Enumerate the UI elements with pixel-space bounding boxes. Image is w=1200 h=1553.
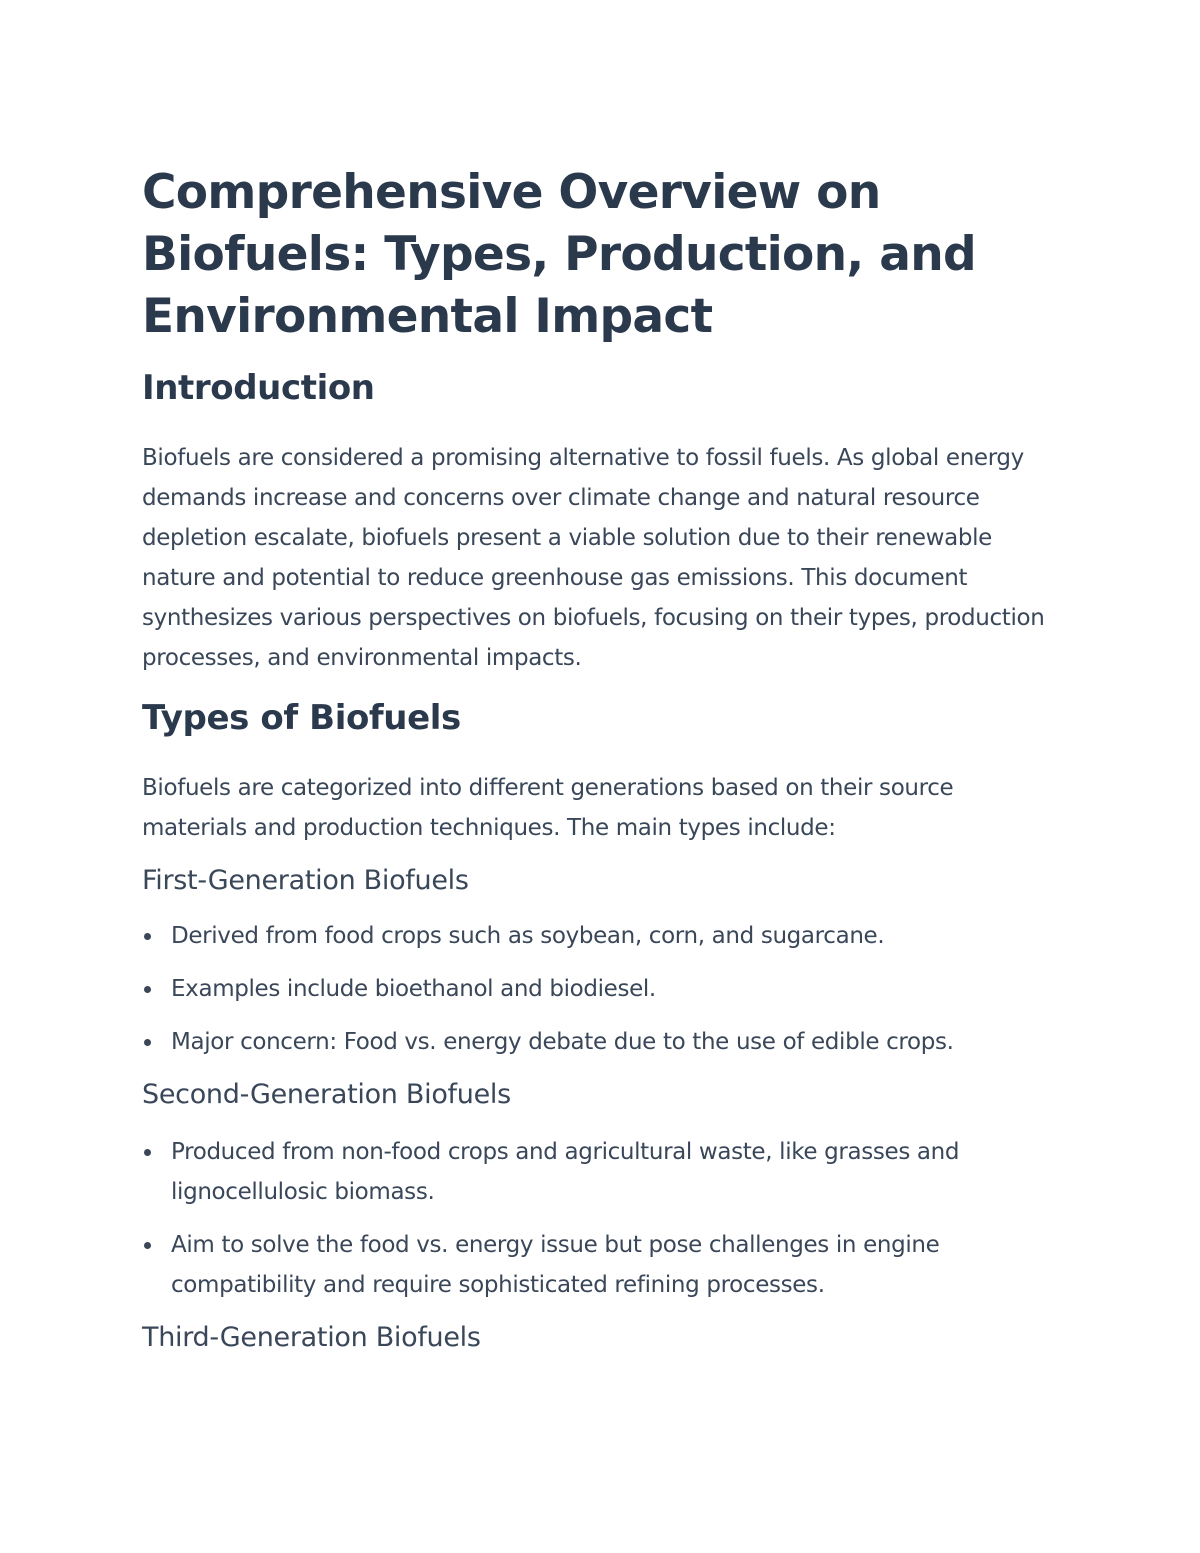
types-paragraph: Biofuels are categorized into different generations based on their source materials and production techniques. The main types include: — [142, 775, 954, 841]
first-generation-list — [142, 916, 1062, 1062]
subheading-third-generation: Third-Generation Biofuels — [142, 1322, 481, 1353]
introduction-paragraph: Biofuels are considered a promising alternative to fossil fuels. As global energy demands increase and concerns over climate change and natural resource depletion escalate, biofuels present a viable solution due to their renewable nature and potential to reduce greenhouse gas emissions. This document synthesizes various perspectives on biofuels, focusing on their types, production processes, and environmental impacts. — [142, 445, 1045, 671]
list-item: Examples include bioethanol and biodiesel. — [142, 969, 1062, 1009]
document-title: Comprehensive Overview on Biofuels: Types, Production, and Environmental Impact — [142, 165, 976, 344]
section-heading-introduction: Introduction — [142, 368, 375, 408]
subheading-first-generation: First-Generation Biofuels — [142, 865, 469, 896]
document-page — [142, 162, 1062, 1355]
section-heading-types: Types of Biofuels — [142, 698, 461, 738]
list-item: Produced from non-food crops and agricultural waste, like grasses and lignocellulosic biomass. — [142, 1132, 1062, 1212]
subheading-second-generation: Second-Generation Biofuels — [142, 1079, 511, 1110]
second-generation-list — [142, 1132, 1062, 1305]
list-item: Major concern: Food vs. energy debate due to the use of edible crops. — [142, 1022, 1062, 1062]
list-item: Derived from food crops such as soybean, corn, and sugarcane. — [142, 916, 1062, 956]
list-item: Aim to solve the food vs. energy issue but pose challenges in engine compatibility and require sophisticated refining processes. — [142, 1225, 1062, 1305]
